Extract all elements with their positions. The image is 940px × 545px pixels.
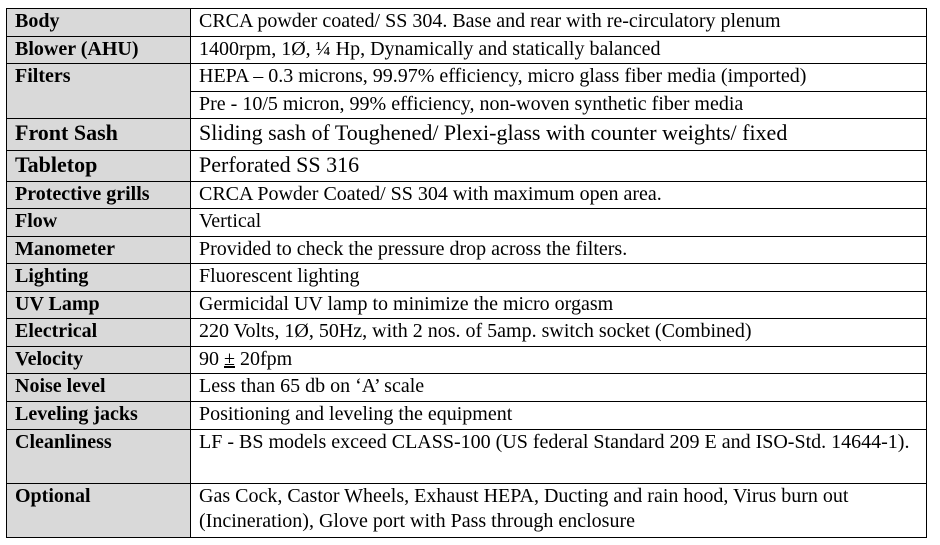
row-value: CRCA powder coated/ SS 304. Base and rear with re-circulatory plenum — [191, 9, 927, 37]
table-row — [7, 9, 927, 37]
row-label: Flow — [7, 209, 191, 237]
table-row — [7, 36, 927, 64]
row-value: Less than 65 db on ‘A’ scale — [191, 374, 927, 402]
table-row — [7, 319, 927, 347]
row-label: Tabletop — [7, 150, 191, 181]
table-row — [7, 374, 927, 402]
table-row — [7, 291, 927, 319]
row-value: 1400rpm, 1Ø, ¼ Hp, Dynamically and statically balanced — [191, 36, 927, 64]
row-label: Electrical — [7, 319, 191, 347]
row-value: HEPA – 0.3 microns, 99.97% efficiency, micro glass fiber media (imported) — [191, 64, 927, 92]
table-row — [7, 209, 927, 237]
row-label: Noise level — [7, 374, 191, 402]
table-row — [7, 346, 927, 374]
table-row — [7, 119, 927, 151]
row-value: Fluorescent lighting — [191, 264, 927, 292]
row-label: Protective grills — [7, 181, 191, 209]
row-label: Blower (AHU) — [7, 36, 191, 64]
row-value: CRCA Powder Coated/ SS 304 with maximum open area. — [191, 181, 927, 209]
row-label: Lighting — [7, 264, 191, 292]
row-label: Leveling jacks — [7, 402, 191, 430]
table-row — [7, 64, 927, 92]
row-label: Front Sash — [7, 119, 191, 151]
table-row — [7, 236, 927, 264]
row-label: Optional — [7, 483, 191, 537]
row-value: Vertical — [191, 209, 927, 237]
row-value: Positioning and leveling the equipment — [191, 402, 927, 430]
row-value: LF - BS models exceed CLASS-100 (US federal Standard 209 E and ISO-Std. 14644-1). — [191, 429, 927, 483]
row-label: Cleanliness — [7, 429, 191, 483]
row-value: Pre - 10/5 micron, 99% efficiency, non-woven synthetic fiber media — [191, 91, 927, 119]
plus-minus-symbol: ± — [224, 347, 235, 370]
table-row — [7, 150, 927, 181]
row-label: Manometer — [7, 236, 191, 264]
row-label: Velocity — [7, 346, 191, 374]
table-row — [7, 429, 927, 483]
row-label: Body — [7, 9, 191, 37]
row-value: 220 Volts, 1Ø, 50Hz, with 2 nos. of 5amp. switch socket (Combined) — [191, 319, 927, 347]
row-label: UV Lamp — [7, 291, 191, 319]
table-row — [7, 264, 927, 292]
table-row — [7, 402, 927, 430]
table-row — [7, 181, 927, 209]
specification-table — [6, 8, 927, 538]
row-value: Perforated SS 316 — [191, 150, 927, 181]
row-value: Germicidal UV lamp to minimize the micro orgasm — [191, 291, 927, 319]
row-value: Provided to check the pressure drop across the filters. — [191, 236, 927, 264]
table-row — [7, 483, 927, 537]
row-value: Sliding sash of Toughened/ Plexi-glass with counter weights/ fixed — [191, 119, 927, 151]
row-value: Gas Cock, Castor Wheels, Exhaust HEPA, Ducting and rain hood, Virus burn out (Incineration), Glove port with Pass through enclosure — [191, 483, 927, 537]
row-value — [191, 346, 927, 374]
velocity-base: 90 — [199, 347, 224, 370]
velocity-tolerance: 20fpm — [234, 347, 293, 370]
row-label: Filters — [7, 64, 191, 119]
